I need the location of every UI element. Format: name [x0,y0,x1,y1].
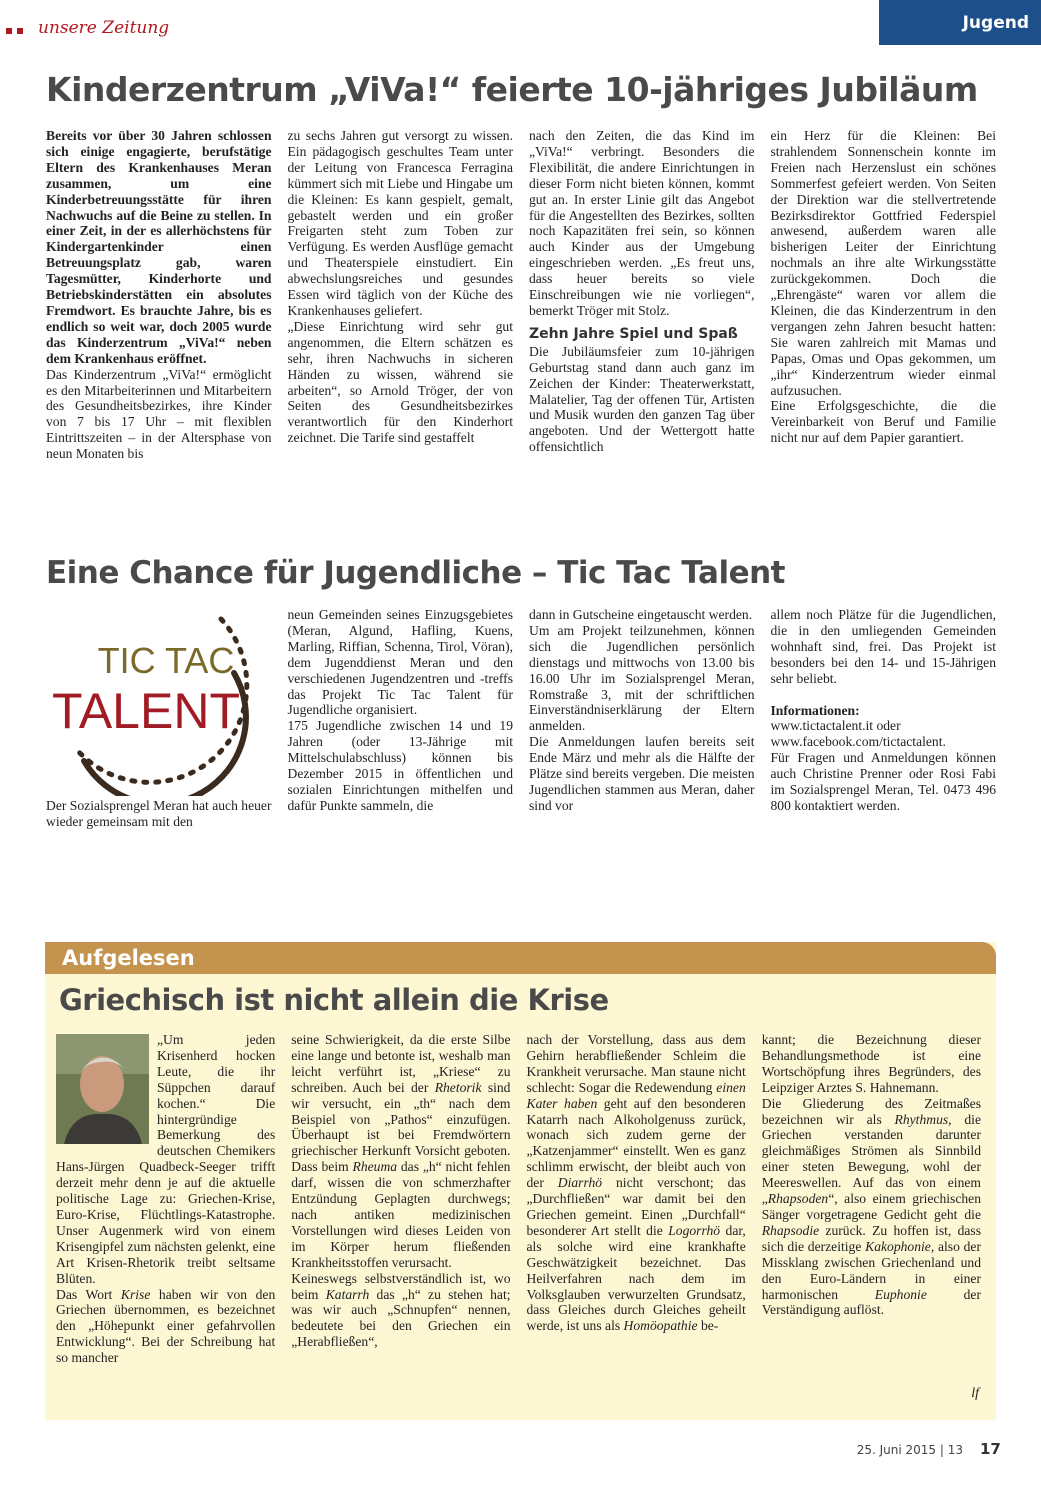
article3-title: Griechisch ist nicht allein die Krise [59,983,609,1017]
article3-col4-p1: kannt; die Bezeichnung dieser Behandlungsmethode ist eine Wortschöpfung ihres Begründers, des Leipziger Arztes S. Hahnemann. [761,1032,981,1095]
logo-text-tictac: TIC TAC [97,640,235,681]
article3-col3 [527,1032,746,1366]
tic-tac-talent-logo [46,611,271,796]
article3-columns [56,1032,981,1366]
article1-col4-p2: Eine Erfolgsgeschichte, die die Vereinbarkeit von Beruf und Familie nicht nur auf dem Papier garantiert. [770,398,996,446]
article1-col4 [771,128,997,462]
author-photo [56,1034,149,1144]
logo-text-talent: TALENT [52,683,240,739]
article2-col2 [288,607,514,830]
article2-col2-p1: neun Gemeinden seines Einzugsgebietes (Meran, Algund, Hafling, Kuens, Marling, Riffian, Schenna, Tirol, Vöran), dem Jugenddienst Meran und den verschiedenen Jugendzentren und -treffs das Projekt Tic Tac Talent für Jugendliche organisiert. [287,607,513,718]
info-label: Informationen: [770,702,860,718]
article2-col1-body: Der Sozialsprengel Meran hat auch heuer wieder gemeinsam mit den [46,798,272,829]
article3-col1-p1: „Um jeden Krisenherd hocken Leute, die ihr Süppchen darauf kochen.“ Die hintergründige Bemerkung des deutschen Chemikers Hans-Jürgen Quadbeck-Seeger trifft derzeit mehr denn je auf die aktuelle politische Lage zu: Griechen-Krise, Euro-Krise, Flüchtlings-Katastrophe. Unser Augenmerk wird von einem Krisengipfel zum nächsten gelenkt, eine Art Krisen-Rhetorik treibt seltsame Blüten. [56,1032,276,1286]
article1-subheading: Zehn Jahre Spiel und Spaß [529,325,738,342]
article1-col3 [529,128,755,462]
article1-col2-p2: „Diese Einrichtung wird sehr gut angenommen, die Eltern schätzen es sehr, ihren Nachwuchs in sicheren Händen zu wissen, während sie arbeiten“, so Arnold Tröger, der von Seiten des Gesundheitsbezirkes verantwortlich für den Kinderhort zeichnet. Die Tarife sind gestaffelt [287,318,513,446]
article3-col3-p1: nach der Vorstellung, dass aus dem Gehirn herabfließender Schleim die Krankheit verursache. Man staune nicht schlecht: Sogar die Redewendung einen Kater haben geht auf den besonderen Katarrh nach Alkoholgenuss zurück, wonach sich zudem gerne der „Katzenjammer“ einstellt. Wen es ganz schlimm erwischt, der bleibt auch von der Diarrhö nicht verschont; das „Durchfließen“ war damit bei den Griechen gemeint. Einen „Durchfall“ besonderer Art stellt die Logorrhö dar, als solche wird eine krankhafte Geschwätzigkeit bezeichnet. Das Heilverfahren nach dem im Volksglauben verwurzelten Grundsatz, dass Gleiches durch Gleiches geheilt werde, ist uns als Homöopathie be- [526,1032,746,1334]
article1-columns [46,128,996,462]
article3-col2-p1: seine Schwierigkeit, da die erste Silbe eine lange und betonte ist, weshalb man leicht verführt ist, „Kriese“ zu schreiben. Auch bei der Rhetorik sind wir versucht, ein „th“ nach dem Beispiel von „Pathos“ einzufügen. Überhaupt ist bei Fremdwörtern griechischer Herkunft Vorsicht geboten. Dass beim Rheuma das „h“ nicht fehlen darf, wissen die von schmerzhafter Entzündung Geplagten durchwegs; nach antiken medizinischen Vorstellungen wird dieses Leiden von im Körper herum fließenden Krankheitsstoffen verursacht. [291,1032,511,1270]
article3-col1-p2: Das Wort Krise haben wir von den Griechen übernommen, es bezeichnet den „Höhepunkt einer gefahrvollen Entwicklung“. Bei der Schreibung hat so mancher [56,1286,276,1366]
article1-lead: Bereits vor über 30 Jahren schlossen sich einige engagierte, berufstätige Eltern des Krankenhauses Meran zusammen, um eine Kinderbetreuungsstätte für ihren Nachwuchs auf die Beine zu stellen. In einer Zeit, in der es allerhöchstens für Kindergartenkinder einen Betreuungsplatz gab, waren Tagesmütter, Kinderhorte und Betriebskinderstätten ein absolutes Fremdwort. Es brauchte Jahre, bis es endlich so weit war, doch 2005 wurde das Kinderzentrum „ViVa!“ neben dem Krankenhaus eröffnet. [46,128,272,366]
article1-col4-p1: ein Herz für die Kleinen: Bei strahlendem Sonnenschein konnte im Freien nach Herzenslust ein schönes Sommerfest gefeiert werden. Von Seiten der Direktion war die stellvertretende Bezirksdirektor Gottfried Federspiel anwesend, außerdem waren alle bisherigen Leiter der Einrichtung nochmals an ihre alte Wirkungsstätte zurückgekommen. Doch die „Ehrengäste“ waren vor allem die Kleinen, die das Kinderzentrum in den vergangen zehn Jahren besucht hatten: Sie waren zahlreich mit Mamas und Papas, Omas und Opas gekommen, um „ihr“ Kinderzentrum wieder einmal aufzusuchen. [770,128,996,398]
article3-col2-p2: Keineswegs selbstverständlich ist, wo beim Katarrh das „h“ zu stehen hat; was wir auch „Schnupfen“ nennen, bedeutete bei den Griechen ein „Herabfließen“, [291,1270,511,1350]
article1-col3-p1: nach den Zeiten, die das Kind im „ViVa!“ verbringt. Besonders die Flexibilität, die andere Einrichtungen in dieser Form nicht bieten können, kommt gut an. In erster Linie gilt das Angebot für die Angestellten des Bezirkes, sollten noch Kapazitäten frei sein, so können auch Kinder aus der Umgebung eingeschrieben werden. „Es freut uns, dass heuer bereits so viele Einschreibungen wie nie vorliegen“, bemerkt Tröger mit Stolz. [529,128,755,318]
article2-col2-p2: 175 Jugendliche zwischen 14 und 19 Jahren (oder 13-Jährige mit Mittelschulabschluss) können bis Dezember 2015 in öffentlichen und sozialen Einrichtungen mithelfen und dafür Punkte sammeln, die [287,718,513,813]
article1-col1-body: Das Kinderzentrum „ViVa!“ ermöglicht es den Mitarbeiterinnen und Mitarbeitern des Gesundheitsbezirkes, ihre Kinder von 7 bis 17 Uhr – mit flexiblen Eintrittszeiten – in der Altersphase von neun Monaten bis [46,366,272,462]
brand-squares [6,28,23,34]
article2-col4-p1: allem noch Plätze für die Jugendlichen, die in den umliegenden Gemeinden wohnhaft sind, frei. Das Projekt ist besonders bei den 14- und 15-Jährigen sehr beliebt. [770,607,996,686]
article2-title: Eine Chance für Jugendliche – Tic Tac Talent [46,555,785,591]
article3-col1 [56,1032,275,1366]
article2-col3-p3: Die Anmeldungen laufen bereits seit Ende März und mehr als die Hälfte der Plätze sind bereits vergeben. Die meisten Jugendlichen stammen aus Meran, daher sind vor [529,734,755,813]
article2-col4 [771,607,997,830]
brand-logo: unsere Zeitung [38,18,170,38]
section-tab: Jugend [879,0,1041,45]
info-link-website[interactable]: www.tictactalent.it oder [770,718,901,734]
article1-col2 [288,128,514,462]
page-number: 17 [980,1440,1001,1458]
footer-date-issue: 25. Juni 2015 | 13 [856,1443,963,1457]
article3-col4 [762,1032,981,1366]
article1-col3-p2: Die Jubiläumsfeier zum 10-jährigen Geburtstag stand dann auch ganz im Zeichen der Kinder: Theaterwerkstatt, Malatelier, Tag der offenen Tür, Artisten und Musik wurden den ganzen Tag über angeboten. Und der Wettergott hatte offensichtlich [529,343,755,455]
article3-col2 [291,1032,510,1366]
article2-col4-p2: Für Fragen und Anmeldungen können auch Christine Prenner oder Rosi Fabi im Sozialsprengel Meran, Tel. 0473 496 800 kontaktiert werden. [770,750,996,813]
article1-col1 [46,128,272,462]
article2-col3 [529,607,755,830]
aufgelesen-label: Aufgelesen [62,946,195,970]
article2-col3-p2: Um am Projekt teilzunehmen, können sich die Jugendlichen persönlich dienstags und mittwochs von 13.00 bis 16.00 Uhr im Sozialsprengel Meran, Romstraße 3, mit der schriftlichen Einverständniserklärung der Eltern anmelden. [529,622,755,734]
article1-col2-p1: zu sechs Jahren gut versorgt zu wissen. Ein pädagogisch geschultes Team unter der Leitung von Francesca Ferragina kümmert sich mit Liebe und Hingabe um die Kleinen: Es kann gespielt, gemalt, gebastelt werden und ein großer Freigarten steht zum Toben zur Verfügung. Es werden Ausflüge gemacht und Theaterspiele einstudiert. Ein abwechslungsreiches und gesundes Essen wird täglich von der Küche des Krankenhauses geliefert. [287,128,513,318]
author-signature: lf [971,1386,979,1401]
article2-col1 [46,607,272,830]
article2-columns [46,607,996,830]
article3-col4-p2: Die Gliederung des Zeitmaßes bezeichnen wir als Rhythmus, die Griechen verstanden darunter gleichmäßiges Strömen als Sinnbild einer steten Bewegung, wohl der Meereswellen. Auf das von einem „Rhapsoden“, also einem griechischen Sänger vorgetragene Gedicht geht die Rhapsodie zurück. Zu hoffen ist, dass sich die derzeitige Kakophonie, also der Missklang zwischen Griechenland und den Euro-Ländern in einer harmonischen Euphonie der Verständigung auflöst. [761,1095,981,1318]
info-link-facebook[interactable]: www.facebook.com/tictactalent. [770,734,946,750]
article2-col3-p1: dann in Gutscheine eingetauscht werden. [529,607,753,622]
article1-title: Kinderzentrum „ViVa!“ feierte 10-jähriges Jubiläum [46,70,978,109]
